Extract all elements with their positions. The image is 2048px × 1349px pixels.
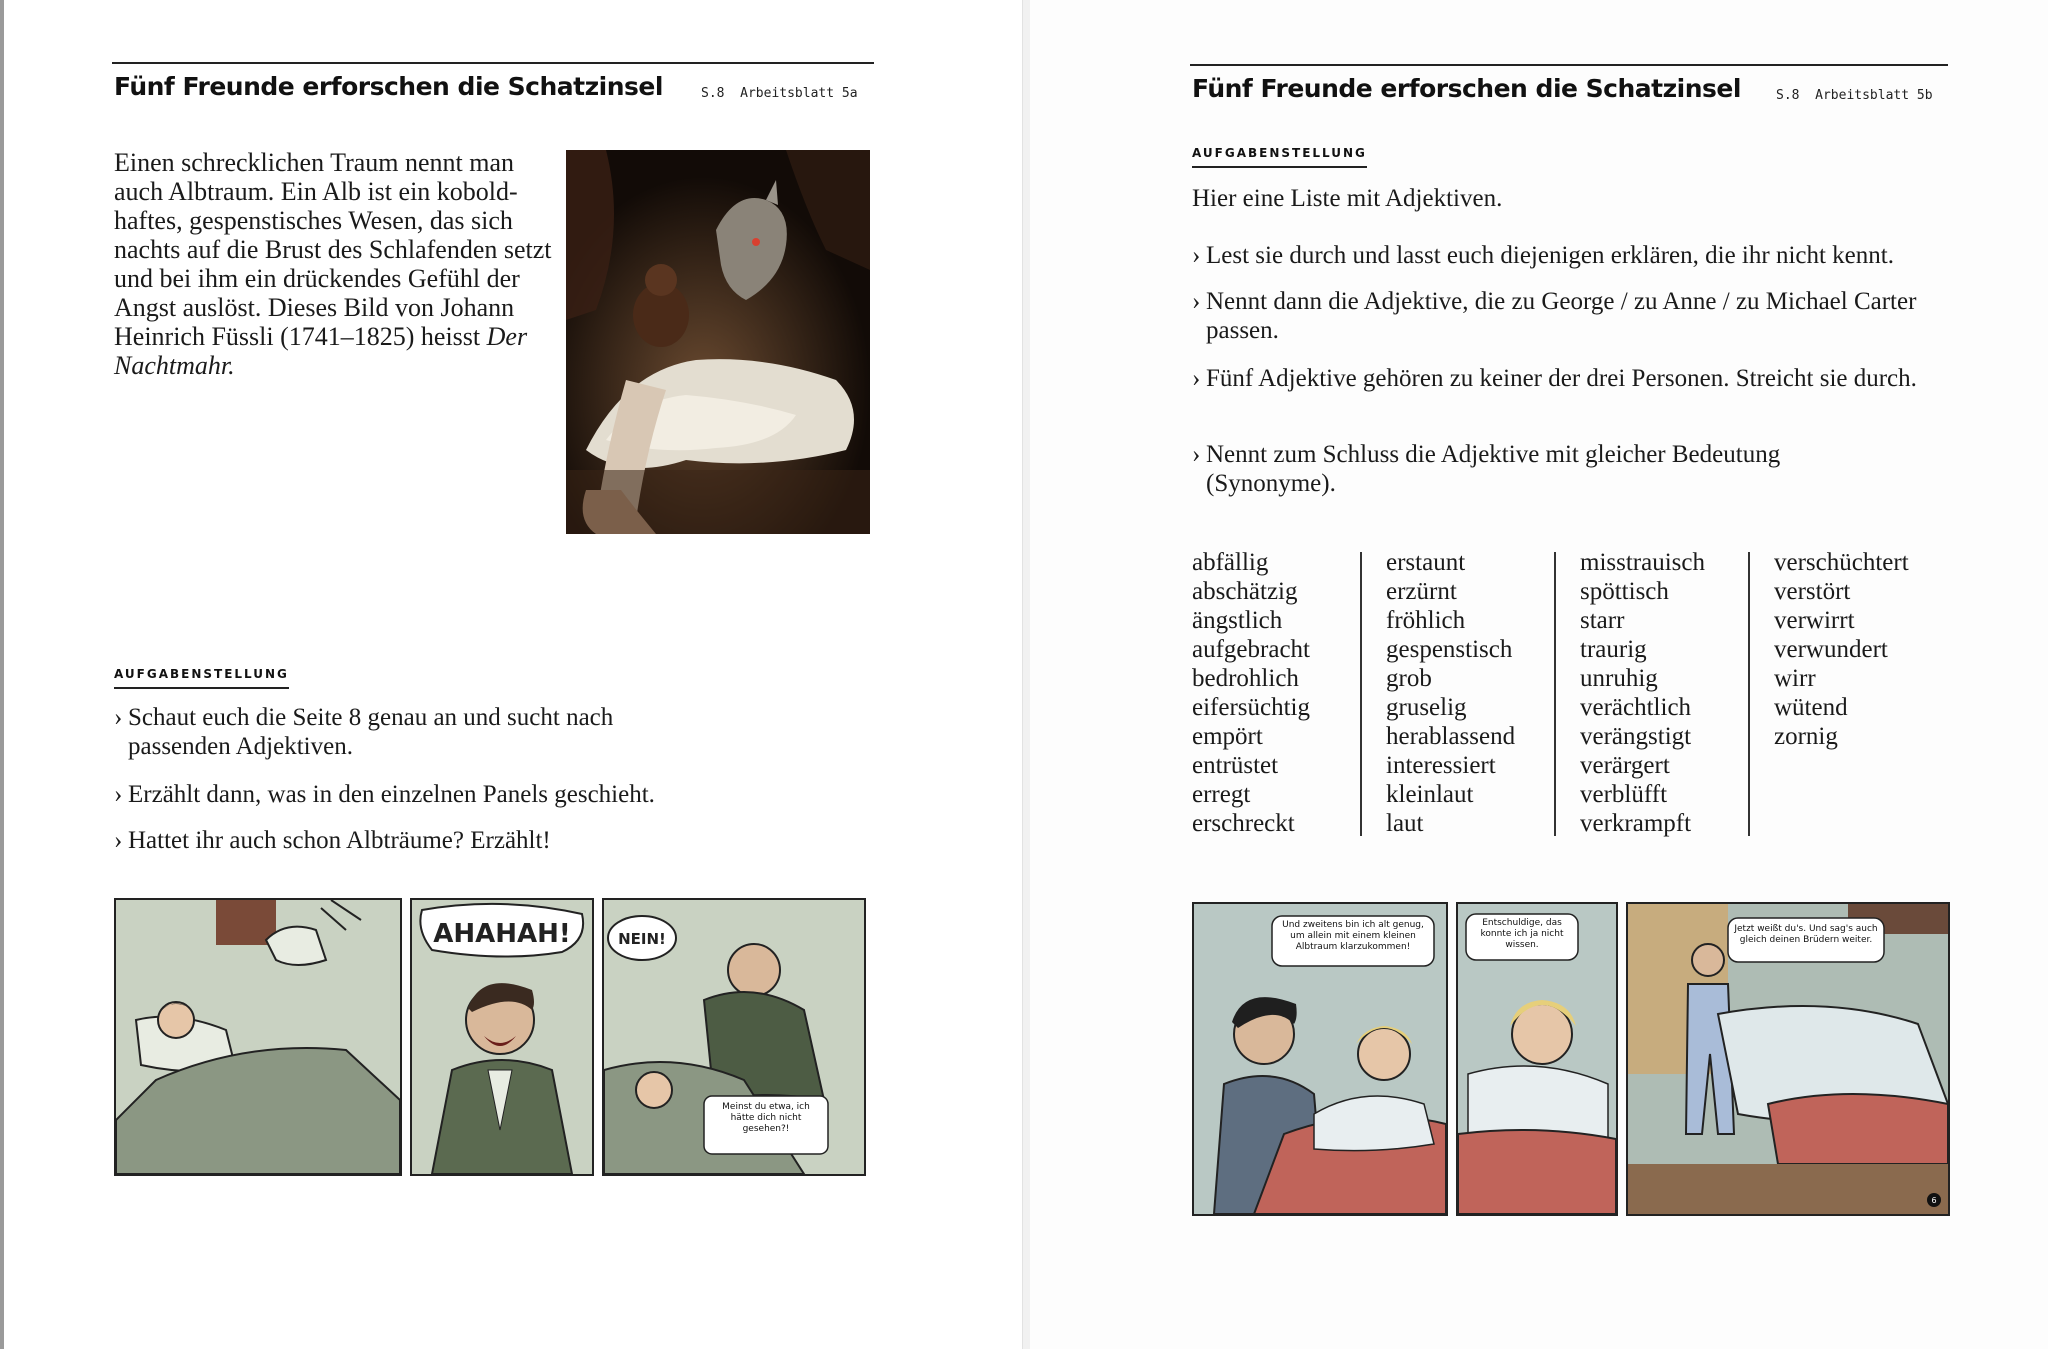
task-item: [114, 826, 764, 855]
adjective-column-4: [1774, 548, 1954, 751]
adjective-item: empört: [1192, 723, 1263, 750]
adjective-item: verschüchtert: [1774, 549, 1909, 576]
column-divider: [1748, 552, 1750, 836]
adjective-item: gespenstisch: [1386, 636, 1513, 663]
adjective-item: grob: [1386, 665, 1432, 692]
task-item: [114, 780, 764, 809]
painting-title: Der Nachtmahr.: [114, 322, 528, 380]
intro-text: Einen schrecklichen Traum nennt man auch Albtraum. Ein Alb ist ein koboldhaftes, gespenstisches Wesen, das sich nachts auf die Brust des Schlafenden setzt und bei ihm ein drückendes Gefühl der Angst auslöst. Dieses Bild von Johann Heinrich Füssli (1741–1825) heisst: [114, 148, 552, 351]
task-item: [1192, 364, 1952, 393]
adjective-item: unruhig: [1580, 665, 1658, 692]
adjective-item: gruselig: [1386, 694, 1467, 721]
task-item: [1192, 440, 1892, 498]
intro-paragraph: [114, 148, 554, 380]
adjective-item: verwirrt: [1774, 607, 1855, 634]
panel-3-art: [1628, 904, 1948, 1214]
adjective-item: entrüstet: [1192, 752, 1279, 779]
adjective-item: verächtlich: [1580, 694, 1692, 721]
task-item: [114, 703, 714, 761]
adjective-item: abfällig: [1192, 549, 1269, 576]
worksheet-reference: S.8 Arbeitsblatt 5a: [701, 86, 858, 101]
task-item: [1192, 241, 1992, 270]
adjective-item: verängstigt: [1580, 723, 1692, 750]
column-divider: [1360, 552, 1362, 836]
task-section-label: AUFGABENSTELLUNG: [1192, 146, 1367, 168]
arrow-icon: ›: [1192, 441, 1201, 468]
speech-bubble-1: Und zweitens bin ich alt genug, um allein mit einem kleinen Albtraum klarzukommen!: [1282, 920, 1424, 952]
comic-page-number: 6: [1931, 1196, 1937, 1205]
header-rule: [112, 62, 874, 64]
comic-panel-1: [1192, 902, 1448, 1216]
worksheet-title: Fünf Freunde erforschen die Schatzinsel: [114, 72, 663, 101]
task-item: [1192, 287, 1952, 345]
adjective-column-2: [1386, 548, 1556, 838]
task-text: Schaut euch die Seite 8 genau an und sucht nach passenden Adjektiven.: [128, 704, 614, 760]
adjective-item: erregt: [1192, 781, 1251, 808]
worksheet-5b: [1030, 0, 2048, 1349]
panel-2-art: [412, 900, 592, 1174]
shout-text: AHAHAH!: [433, 919, 571, 949]
adjective-item: erstaunt: [1386, 549, 1466, 576]
comic-panel-3: [602, 898, 866, 1176]
adjective-item: starr: [1580, 607, 1625, 634]
arrow-icon: ›: [114, 704, 123, 731]
adjective-column-1: [1192, 548, 1362, 838]
task-text: Nennt dann die Adjektive, die zu George / zu Anne / zu Michael Carter passen.: [1206, 288, 1917, 344]
comic-panel-2: [1456, 902, 1618, 1216]
panel-1-art: [116, 900, 400, 1174]
adjective-item: erschreckt: [1192, 810, 1295, 837]
adjective-item: interessiert: [1386, 752, 1496, 779]
task-text: Nennt zum Schluss die Adjektive mit gleicher Bedeutung (Synonyme).: [1206, 441, 1781, 497]
comic-panel-3: [1626, 902, 1950, 1216]
task-text: Erzählt dann, was in den einzelnen Panels geschieht.: [128, 781, 655, 808]
arrow-icon: ›: [1192, 242, 1201, 269]
adjective-item: abschätzig: [1192, 578, 1298, 605]
worksheet-reference: S.8 Arbeitsblatt 5b: [1776, 88, 1933, 103]
page-gutter: [1022, 0, 1030, 1349]
header-rule: [1190, 64, 1948, 66]
adjective-item: misstrauisch: [1580, 549, 1705, 576]
adjective-item: wirr: [1774, 665, 1816, 692]
speech-bubble-3: Meinst du etwa, ich hätte dich nicht gesehen?!: [722, 1102, 810, 1134]
task-text: Fünf Adjektive gehören zu keiner der drei Personen. Streicht sie durch.: [1206, 365, 1917, 392]
task-section-label: AUFGABENSTELLUNG: [114, 667, 289, 689]
nightmare-painting: [566, 150, 870, 534]
adjective-item: zornig: [1774, 723, 1838, 750]
adjective-item: kleinlaut: [1386, 781, 1474, 808]
worksheet-title: Fünf Freunde erforschen die Schatzinsel: [1192, 74, 1741, 103]
adjective-item: herablassend: [1386, 723, 1516, 750]
arrow-icon: ›: [114, 781, 123, 808]
arrow-icon: ›: [114, 827, 123, 854]
adjective-item: verstört: [1774, 578, 1851, 605]
adjective-item: verärgert: [1580, 752, 1670, 779]
adjective-item: erzürnt: [1386, 578, 1457, 605]
adjective-item: spöttisch: [1580, 578, 1669, 605]
task-lead: Hier eine Liste mit Adjektiven.: [1192, 185, 1503, 212]
task-text: Lest sie durch und lasst euch diejenigen erklären, die ihr nicht kennt.: [1206, 242, 1894, 269]
speech-bubble-2: Entschuldige, das konnte ich ja nicht wissen.: [1480, 918, 1564, 950]
adjective-item: laut: [1386, 810, 1424, 837]
adjective-item: aufgebracht: [1192, 636, 1310, 663]
task-text: Hattet ihr auch schon Albträume? Erzählt!: [128, 827, 551, 854]
adjective-item: verwundert: [1774, 636, 1888, 663]
column-divider: [1554, 552, 1556, 836]
adjective-item: fröhlich: [1386, 607, 1466, 634]
adjective-item: ängstlich: [1192, 607, 1283, 634]
adjective-item: verblüfft: [1580, 781, 1668, 808]
adjective-item: eifersüchtig: [1192, 694, 1311, 721]
adjective-item: bedrohlich: [1192, 665, 1299, 692]
arrow-icon: ›: [1192, 365, 1201, 392]
adjective-item: verkrampft: [1580, 810, 1692, 837]
painting-illustration: [566, 150, 870, 534]
adjective-column-3: [1580, 548, 1750, 838]
adjective-item: wütend: [1774, 694, 1848, 721]
speech-bubble-3: Jetzt weißt du's. Und sag's auch gleich deinen Brüdern weiter.: [1734, 924, 1878, 945]
comic-panel-1: [114, 898, 402, 1176]
worksheet-5a: [0, 0, 1022, 1349]
arrow-icon: ›: [1192, 288, 1201, 315]
adjective-item: traurig: [1580, 636, 1647, 663]
comic-panel-2: [410, 898, 594, 1176]
nein-text: NEIN!: [618, 930, 666, 948]
